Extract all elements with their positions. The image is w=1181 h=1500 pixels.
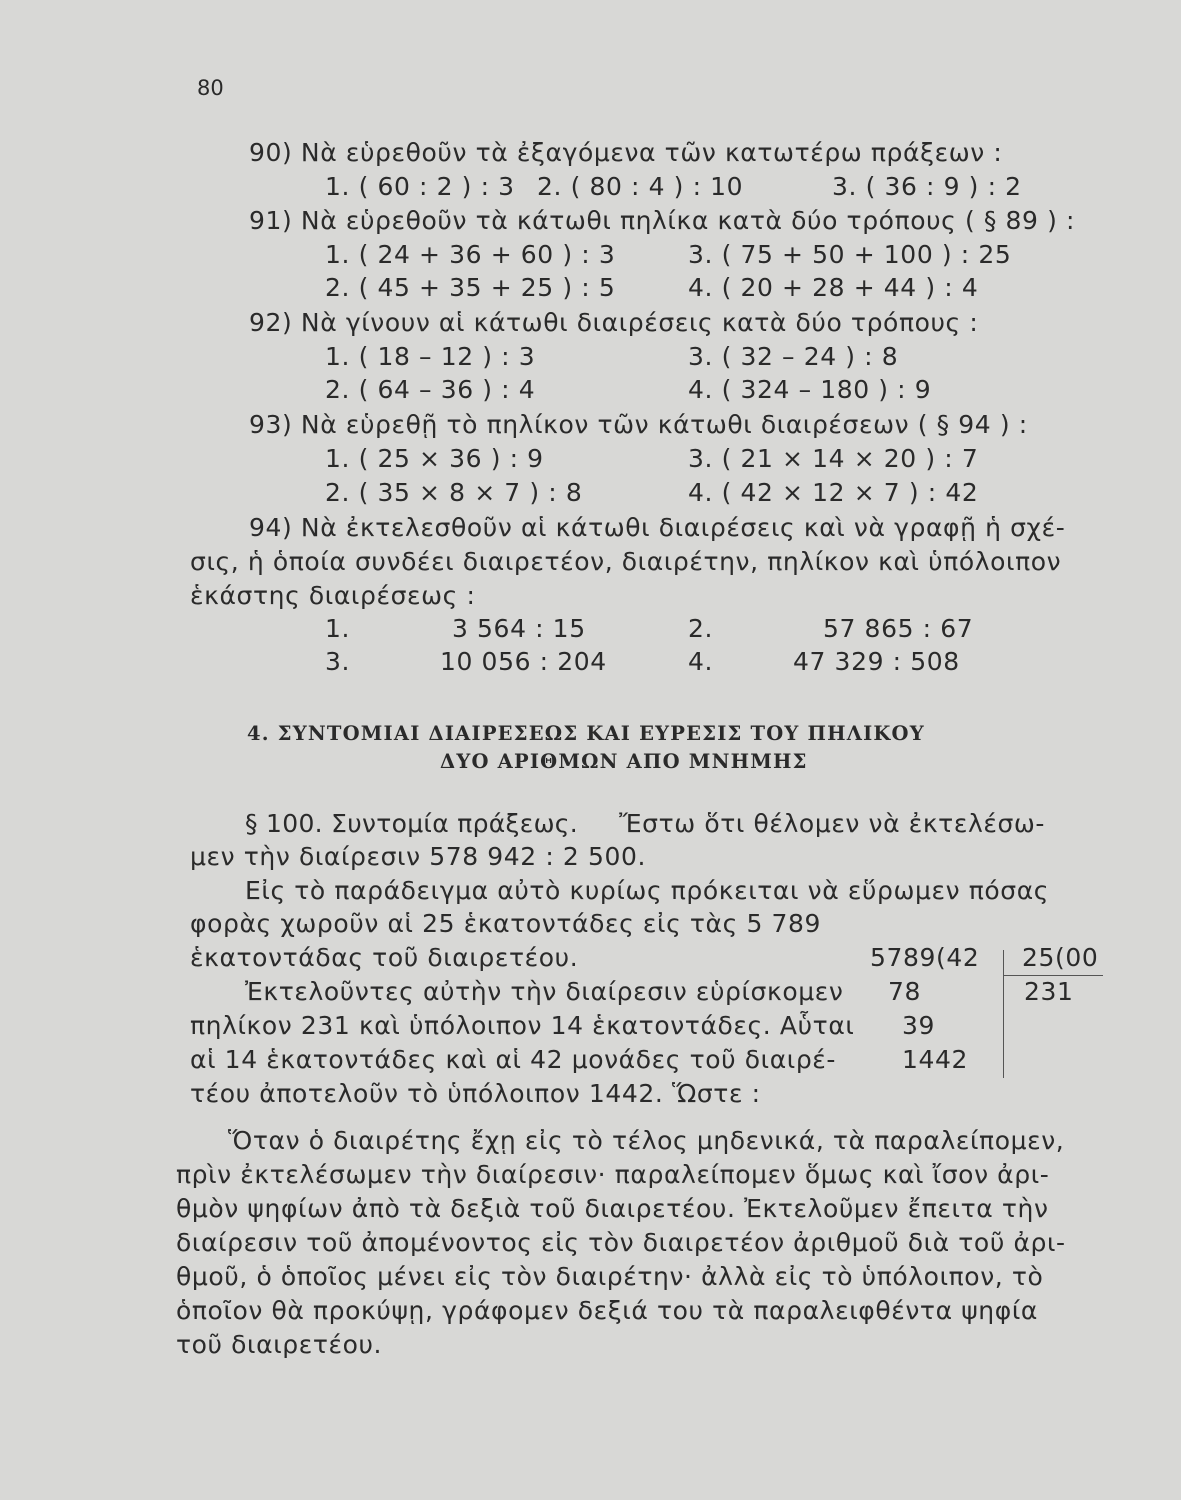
exercise-91-item: 1. ( 24 + 36 + 60 ) : 3 [325, 240, 616, 269]
division-step: 78 [888, 977, 922, 1006]
page-number: 80 [197, 76, 224, 100]
paragraph-100-line: Εἰς τὸ παράδειγμα αὐτὸ κυρίως πρόκειται νὰ εὕρωμεν πόσας [245, 876, 1050, 905]
paragraph-100-line: ἑκατοντάδας τοῦ διαιρετέου. [190, 943, 579, 972]
exercise-94-division: 57 865 : 67 [823, 614, 974, 643]
exercise-93-item: 2. ( 35 × 8 × 7 ) : 8 [325, 478, 583, 507]
exercise-91-item: 4. ( 20 + 28 + 44 ) : 4 [688, 273, 979, 302]
rule-line: πρὶν ἐκτελέσωμεν τὴν διαίρεσιν· παραλείπομεν ὅμως καὶ ἴσον ἀρι- [176, 1160, 1050, 1189]
paragraph-text: Ἔστω ὅτι θέλομεν νὰ ἐκτελέσω- [619, 809, 1046, 838]
paragraph-100-line: Ἐκτελοῦντες αὐτὴν τὴν διαίρεσιν εὑρίσκομεν [245, 977, 844, 1006]
exercise-94-line: ἑκάστης διαιρέσεως : [190, 581, 476, 610]
exercise-92-item: 3. ( 32 – 24 ) : 8 [688, 342, 899, 371]
exercise-92-title: 92) Νὰ γίνουν αἱ κάτωθι διαιρέσεις κατὰ δύο τρόπους : [249, 308, 979, 337]
division-divisor: 25(00 [1022, 943, 1099, 972]
exercise-94-division: 10 056 : 204 [440, 647, 607, 676]
exercise-94-num: 3. [325, 647, 351, 676]
exercise-93-item: 3. ( 21 × 14 × 20 ) : 7 [688, 444, 979, 473]
exercise-92-item: 2. ( 64 – 36 ) : 4 [325, 375, 536, 404]
rule-line: τοῦ διαιρετέου. [176, 1330, 383, 1359]
exercise-90-item: 3. ( 36 : 9 ) : 2 [832, 172, 1022, 201]
division-quotient: 231 [1024, 977, 1074, 1006]
paragraph-100-line: μεν τὴν διαίρεσιν 578 942 : 2 500. [190, 842, 647, 871]
exercise-92-item: 1. ( 18 – 12 ) : 3 [325, 342, 536, 371]
rule-line: Ὅταν ὁ διαιρέτης ἔχῃ εἰς τὸ τέλος μηδενικά, τὰ παραλείπομεν, [228, 1126, 1065, 1155]
paragraph-100-line: αἱ 14 ἑκατοντάδες καὶ αἱ 42 μονάδες τοῦ διαιρέ- [190, 1045, 837, 1074]
division-vertical-bar [1003, 950, 1004, 1078]
rule-line: διαίρεσιν τοῦ ἀπομένοντος εἰς τὸν διαιρετέον ἀριθμοῦ διὰ τοῦ ἀρι- [176, 1228, 1066, 1257]
section-heading-line2: ΔΥΟ ΑΡΙΘΜΩΝ ΑΠΟ ΜΝΗΜΗΣ [440, 750, 808, 773]
exercise-94-line: 94) Νὰ ἐκτελεσθοῦν αἱ κάτωθι διαιρέσεις καὶ νὰ γραφῇ ἡ σχέ- [249, 513, 1066, 542]
division-horizontal-bar [1003, 975, 1103, 976]
exercise-92-item: 4. ( 324 – 180 ) : 9 [688, 375, 932, 404]
exercise-90-title: 90) Νὰ εὑρεθοῦν τὰ ἐξαγόμενα τῶν κατωτέρω πράξεων : [249, 138, 1003, 167]
exercise-93-item: 1. ( 25 × 36 ) : 9 [325, 444, 544, 473]
exercise-91-item: 3. ( 75 + 50 + 100 ) : 25 [688, 240, 1012, 269]
exercise-94-line: σις, ἡ ὁποία συνδέει διαιρετέον, διαιρέτην, πηλίκον καὶ ὑπόλοιπον [190, 547, 1062, 576]
exercise-93-title: 93) Νὰ εὑρεθῇ τὸ πηλίκον τῶν κάτωθι διαιρέσεων ( § 94 ) : [249, 410, 1028, 439]
paragraph-100-line: τέου ἀποτελοῦν τὸ ὑπόλοιπον 1442. Ὥστε : [190, 1079, 761, 1108]
rule-line: θμοῦ, ὁ ὁποῖος μένει εἰς τὸν διαιρέτην· ἀλλὰ εἰς τὸ ὑπόλοιπον, τὸ [176, 1262, 1044, 1291]
exercise-94-division: 47 329 : 508 [793, 647, 960, 676]
exercise-94-num: 1. [325, 614, 351, 643]
rule-line: θμὸν ψηφίων ἀπὸ τὰ δεξιὰ τοῦ διαιρετέου. Ἐκτελοῦμεν ἔπειτα τὴν [176, 1194, 1049, 1223]
exercise-93-item: 4. ( 42 × 12 × 7 ) : 42 [688, 478, 979, 507]
division-step: 39 [902, 1011, 936, 1040]
exercise-94-num: 4. [688, 647, 714, 676]
paragraph-title: § 100. Συντομία πράξεως. [245, 809, 579, 838]
division-step: 1442 [902, 1045, 969, 1074]
exercise-90-item: 2. ( 80 : 4 ) : 10 [537, 172, 744, 201]
division-dividend: 5789(42 [870, 943, 980, 972]
paragraph-100-line: φορὰς χωροῦν αἱ 25 ἑκατοντάδες εἰς τὰς 5 789 [190, 909, 822, 938]
exercise-90-item: 1. ( 60 : 2 ) : 3 [325, 172, 515, 201]
paragraph-100-line: πηλίκον 231 καὶ ὑπόλοιπον 14 ἑκατοντάδες. Αὗται [190, 1011, 855, 1040]
exercise-94-division: 3 564 : 15 [452, 614, 586, 643]
rule-line: ὁποῖον θὰ προκύψῃ, γράφομεν δεξιά του τὰ παραλειφθέντα ψηφία [176, 1296, 1038, 1325]
section-heading-line1: 4. ΣΥΝΤΟΜΙΑΙ ΔΙΑΙΡΕΣΕΩΣ ΚΑΙ ΕΥΡΕΣΙΣ ΤΟΥ ΠΗΛΙΚΟΥ [247, 722, 925, 745]
exercise-91-title: 91) Νὰ εὑρεθοῦν τὰ κάτωθι πηλίκα κατὰ δύο τρόπους ( § 89 ) : [249, 206, 1076, 235]
paragraph-100-line1 [245, 809, 1045, 838]
exercise-94-num: 2. [688, 614, 714, 643]
exercise-91-item: 2. ( 45 + 35 + 25 ) : 5 [325, 273, 616, 302]
